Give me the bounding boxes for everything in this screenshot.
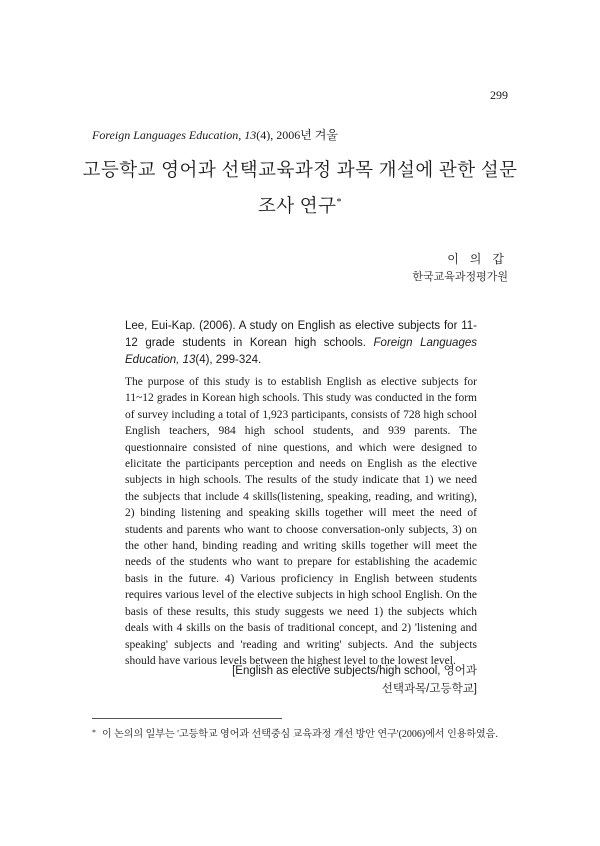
author-name: 이 의 갑 xyxy=(447,252,508,266)
footnote-text: 이 논의의 일부는 '고등학교 영어과 선택중심 교육과정 개선 방안 연구'(2006)에서 인용하였음. xyxy=(102,729,498,740)
footnote xyxy=(92,727,510,742)
article-title-line1: 고등학교 영어과 선택교육과정 과목 개설에 관한 설문 xyxy=(82,161,518,181)
keywords xyxy=(125,663,477,698)
keywords-line2: 선택과목/고등학교] xyxy=(381,682,477,695)
article-title-line2 xyxy=(60,187,540,223)
keywords-line1: [English as elective subjects/high school, 영어과 xyxy=(232,665,477,677)
page-number: 299 xyxy=(490,88,508,102)
footnote-marker: * xyxy=(336,197,343,208)
citation-volume: 13 xyxy=(182,354,196,367)
footnote-mark: * xyxy=(92,728,96,737)
article-title-line2-text: 조사 연구 xyxy=(257,197,337,218)
running-head xyxy=(92,126,338,143)
citation-issue-pages: (4), 299-324. xyxy=(195,354,262,367)
footnote-divider xyxy=(92,718,282,719)
citation-article-title: A study on English as elective subjects for 11-12 grade students in Korean high schools. xyxy=(125,320,477,350)
abstract: The purpose of this study is to establish English as elective subjects for 11~12 grades in Korean high schools. This study was conducted in the form of survey including a total of 1,923 participants, consists of 728 high school English teachers, 984 high school students, and 939 parents. The questionnaire consisted of nine questions, and which were designed to elicitate the participants perception and needs on English as the elective subjects in high schools. The results of the study indicate that 1) we need the subjects that include 4 skills(listening, speaking, reading, and writing), 2) binding listening and speaking skills together will meet the need of students and parents who want to choose conversation-only subjects, 3) on the other hand, binding reading and writing skills together will meet the needs of the students who want to prepare for establishing the academic basis in the future. 4) Various proficiency in English between students requires various level of the elective subjects in high school English. On the basis of these results, this study suggests we need 1) the subjects which deals with 4 skills on the basis of traditional concept, and 2) 'listening and speaking' subjects and 'reading and writing' subjects. And the subjects should have various levels between the highest level to the lowest level. xyxy=(125,376,477,667)
article-title xyxy=(60,156,540,223)
running-head-issue-year: (4), 2006년 겨울 xyxy=(256,128,338,142)
citation xyxy=(125,318,477,370)
citation-authors-year: Lee, Eui-Kap. (2006). xyxy=(125,320,236,332)
citation-journal: Foreign Languages Education, xyxy=(125,337,477,367)
author-affiliation: 한국교육과정평가원 xyxy=(412,271,508,283)
running-head-journal: Foreign Languages Education, xyxy=(92,128,242,142)
running-head-volume: 13 xyxy=(244,128,257,142)
